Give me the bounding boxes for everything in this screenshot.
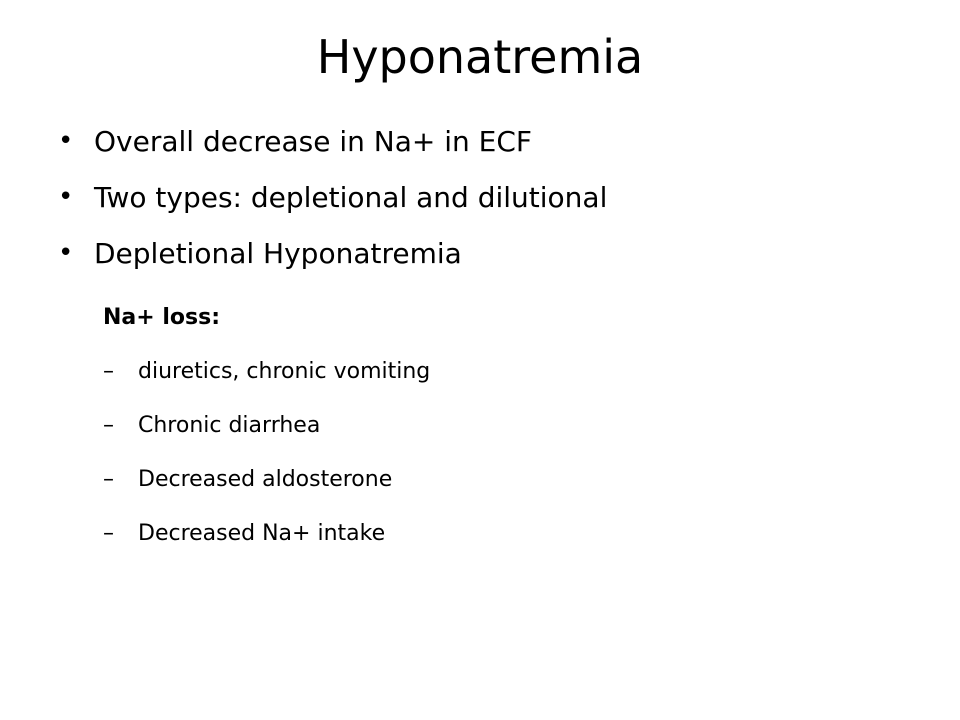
slide-title: Hyponatremia [316,30,644,84]
bullet-text: Two types: depletional and dilutional [94,180,608,214]
sub-item-text: Decreased Na+ intake [138,520,386,546]
bullet-dot-icon: • [58,126,74,156]
dash-icon: – [103,412,114,438]
sub-item-text: diuretics, chronic vomiting [138,358,431,384]
sub-item-text: Chronic diarrhea [138,412,321,438]
bullet-dot-icon: • [58,182,74,212]
sub-item [103,506,430,560]
sub-list [103,290,430,560]
bullet-text: Depletional Hyponatremia [94,236,462,270]
dash-icon: – [103,466,114,492]
bullet-dot-icon: • [58,238,74,268]
bullet-item [58,225,607,281]
sub-item-text: Decreased aldosterone [138,466,393,492]
dash-icon: – [103,358,114,384]
dash-icon: – [103,520,114,546]
bullet-item [58,113,607,169]
bullet-text: Overall decrease in Na+ in ECF [94,124,533,158]
bullet-item [58,169,607,225]
bullet-list [58,113,607,281]
sub-item [103,398,430,452]
sub-item [103,452,430,506]
sub-item [103,344,430,398]
sub-heading: Na+ loss: [103,304,220,330]
